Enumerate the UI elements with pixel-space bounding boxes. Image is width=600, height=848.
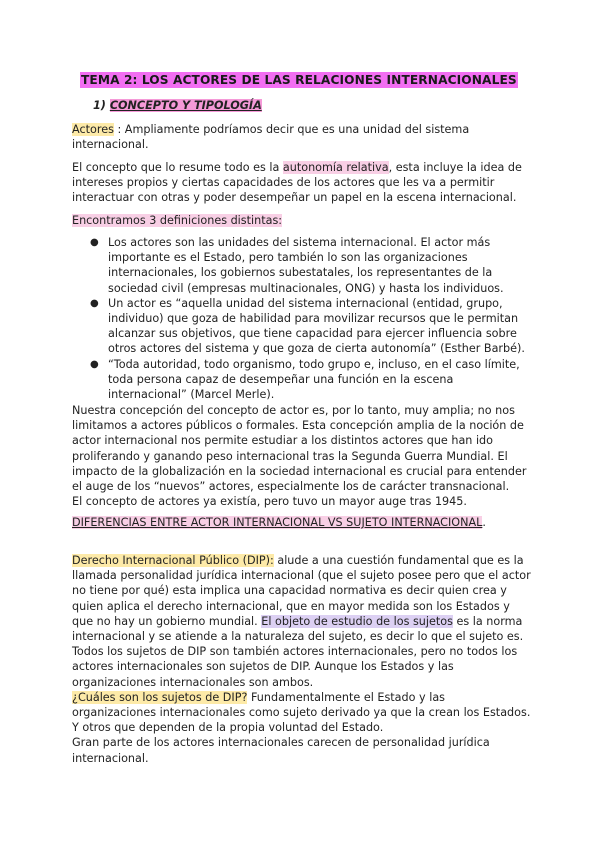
differences-heading-trail: . [482,516,486,529]
concept-text-after: , esta incluye la idea de intereses propios y ciertas capacidades de los actores que les va a permitir interactuar con otras y poder desempeñar un papel en la escena internacional. [72,161,522,205]
concept-text-before: El concepto que lo resume todo es la [72,161,283,174]
list-item-text: Los actores son las unidades del sistema internacional. El actor más importante es el Estado, pero también lo son las organizaciones internacionales, los gobiernos subestatales, los representantes de la sociedad civil (empresas multinacionales, ONG) y hasta los individuos. [108,236,504,295]
bullet-icon: ● [90,297,99,309]
object-of-study-highlight: El objeto de estudio de los sujetos [261,614,453,628]
list-item [90,296,528,357]
actors-paragraph [72,122,532,152]
conception-text-end: El concepto de actores ya existía, pero tuvo un mayor auge tras 1945. [72,495,467,509]
conception-text: Nuestra concepción del concepto de actor es, por lo tanto, muy amplia; no nos limitamos a actores públicos o formales. Esta concepción amplia de la noción de actor internacional nos permite estudiar a los distintos actores que han ido proliferando y ganando peso internacional tras la Segunda Guerra Mundial. El impacto de la globalización en la sociedad internacional es crucial para entender el auge de los “nuevos” actores, especialmente los de carácter transnacional. [72,404,527,494]
section-number: 1) [93,99,106,112]
dip-text-2: es la norma internacional y se atiende a la naturaleza del sujeto, es decir lo que el sujeto es. Todos los sujetos de DIP son también actores internacionales, pero no todos los actores internacionales son sujetos de DIP. Aunque los Estados y las organizaciones internacionales son ambos. [72,614,524,689]
autonomy-highlight: autonomía relativa [282,161,389,174]
section-heading [93,98,262,113]
list-item [90,357,528,403]
dip-term: Derecho Internacional Público (DIP): [72,554,274,567]
list-item [90,235,528,296]
differences-heading [72,515,532,530]
page-title: TEMA 2: LOS ACTORES DE LAS RELACIONES INTERNACIONALES [81,73,517,87]
dip-answer: Fundamentalmente el Estado y las organizaciones internacionales como sujeto derivado ya que la crean los Estados. Y otros que dependen de la propia voluntad del Estado. [72,690,531,735]
bullet-icon: ● [90,358,99,370]
differences-heading-text: DIFERENCIAS ENTRE ACTOR INTERNACIONAL VS SUJETO INTERNACIONAL [72,516,483,529]
section-heading-text: CONCEPTO Y TIPOLOGÍA [109,99,262,112]
concept-paragraph [72,160,532,206]
conception-paragraph [72,403,532,509]
actors-term: Actores [72,123,114,136]
list-item-text: “Toda autoridad, todo organismo, todo grupo e, incluso, en el caso límite, toda persona capaz de desempeñar una función en la escena internacional” (Marcel Merle). [108,357,520,402]
dip-text-1: alude a una cuestión fundamental que es la llamada personalidad jurídica internacional (que el sujeto posee pero que el actor no tiene por qué) esta implica una capacidad normativa es decir quien crea y quien aplica el derecho internacional, que en mayor medida son los Estados y que no hay un gobierno mundial. [72,554,531,628]
dip-paragraph [72,553,532,766]
actors-definition: : Ampliamente podríamos decir que es una unidad del sistema internacional. [72,123,470,152]
definitions-heading-text: Encontramos 3 definiciones distintas: [72,214,283,227]
dip-question: ¿Cuáles son los sujetos de DIP? [72,690,248,704]
bullet-icon: ● [90,237,99,248]
definitions-list [90,235,528,402]
closing-sentence: Gran parte de los actores internacionales carecen de personalidad jurídica internacional. [72,736,490,765]
list-item-text: Un actor es “aquella unidad del sistema internacional (entidad, grupo, individuo) que goza de habilidad para movilizar recursos que le permitan alcanzar sus objetivos, que tiene capacidad para ejercer influencia sobre otros actores del sistema y que goza de cierta autonomía” (Esther Barbé). [108,296,525,356]
definitions-heading [72,213,532,228]
